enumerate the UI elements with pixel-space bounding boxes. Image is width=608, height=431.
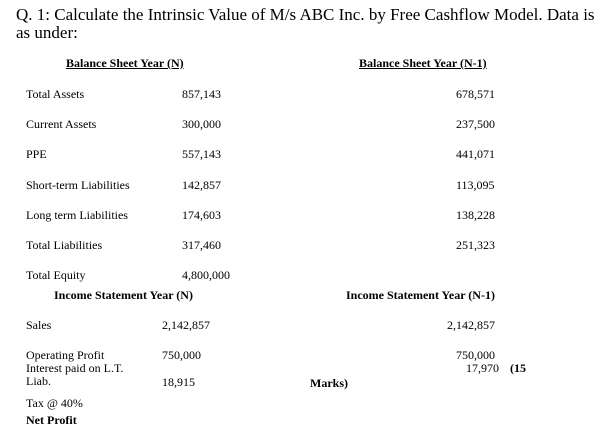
balance-sheet-header-n: Balance Sheet Year (N) xyxy=(66,56,184,70)
value-n1-long-term-liabilities: 138,228 xyxy=(456,208,495,222)
value-n-long-term-liabilities: 174,603 xyxy=(182,208,221,222)
value-n1-operating-profit: 750,000 xyxy=(456,348,495,362)
value-n1-current-assets: 237,500 xyxy=(456,117,495,131)
question-text: Q. 1: Calculate the Intrinsic Value of M/s ABC Inc. by Free Cashflow Model. Data is as under: xyxy=(16,5,595,42)
row-label-long-term-liabilities: Long term Liabilities xyxy=(26,208,128,222)
row-label-ppe: PPE xyxy=(26,147,47,161)
row-label-total-assets: Total Assets xyxy=(26,87,85,101)
value-n-sales: 2,142,857 xyxy=(162,318,210,332)
value-n-total-assets: 857,143 xyxy=(182,87,221,101)
row-label-current-assets: Current Assets xyxy=(26,117,97,131)
value-n-interest: 18,915 xyxy=(162,375,195,389)
row-label-interest-line1: Interest paid on L.T. xyxy=(26,361,124,375)
income-statement-header-n1: Income Statement Year (N-1) xyxy=(346,288,495,302)
value-n1-ppe: 441,071 xyxy=(456,147,495,161)
row-label-sales: Sales xyxy=(26,318,52,332)
row-label-short-term-liabilities: Short-term Liabilities xyxy=(26,178,130,192)
value-n-operating-profit: 750,000 xyxy=(162,348,201,362)
value-n1-sales: 2,142,857 xyxy=(447,318,495,332)
balance-sheet-header-n1: Balance Sheet Year (N-1) xyxy=(359,56,487,70)
marks-part1: (15 xyxy=(510,361,526,375)
value-n1-total-liabilities: 251,323 xyxy=(456,238,495,252)
row-label-total-liabilities: Total Liabilities xyxy=(26,238,103,252)
row-label-net-profit: Net Profit xyxy=(26,413,77,427)
value-n-current-assets: 300,000 xyxy=(182,117,221,131)
value-n1-total-assets: 678,571 xyxy=(456,87,495,101)
value-n-short-term-liabilities: 142,857 xyxy=(182,178,221,192)
row-label-tax: Tax @ 40% xyxy=(26,396,83,410)
row-label-operating-profit: Operating Profit xyxy=(26,348,105,362)
value-n-ppe: 557,143 xyxy=(182,147,221,161)
row-label-total-equity: Total Equity xyxy=(26,268,86,282)
value-n1-interest: 17,970 xyxy=(466,361,499,375)
income-statement-header-n: Income Statement Year (N) xyxy=(54,288,193,302)
value-n1-short-term-liabilities: 113,095 xyxy=(456,178,495,192)
value-n-total-equity: 4,800,000 xyxy=(182,268,230,282)
value-n-total-liabilities: 317,460 xyxy=(182,238,221,252)
row-label-interest-line2: Liab. xyxy=(26,374,51,388)
marks-part2: Marks) xyxy=(310,376,348,390)
